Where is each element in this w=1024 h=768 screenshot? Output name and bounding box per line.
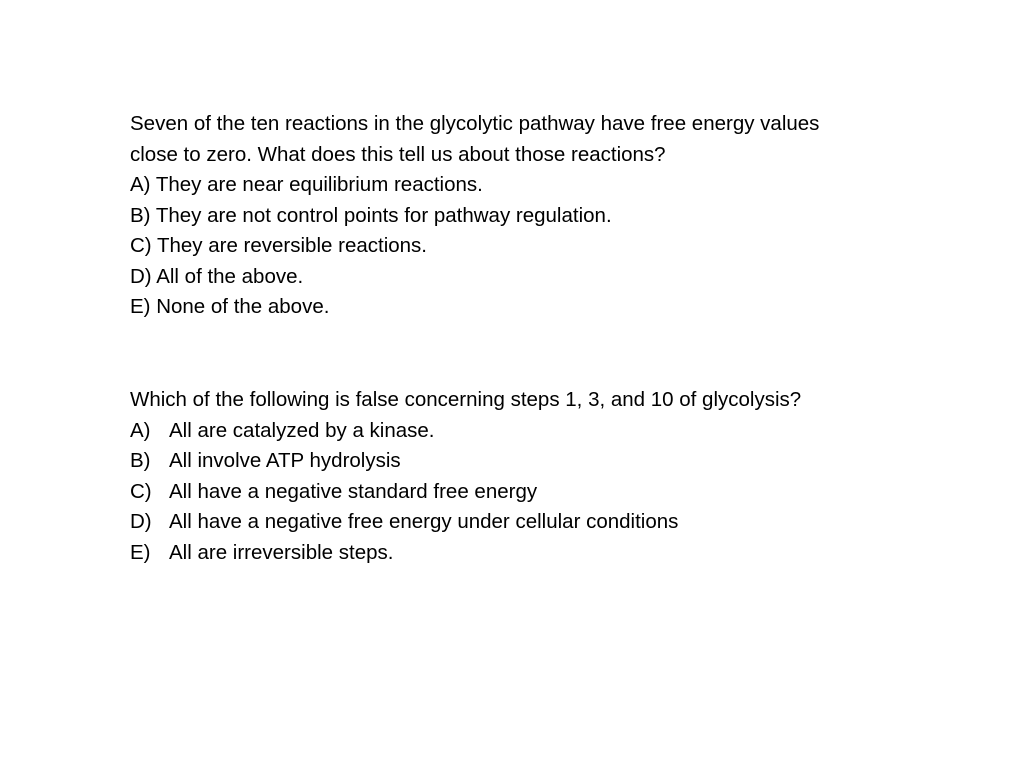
question-2-option-a [130, 416, 950, 447]
option-text: All have a negative standard free energy [169, 479, 538, 503]
question-1-option-a: A) They are near equilibrium reactions. [130, 173, 483, 196]
question-1-stem-line-1: Seven of the ten reactions in the glycolytic pathway have free energy values [130, 112, 820, 135]
option-letter: D) [130, 510, 152, 533]
question-1-stem-line-2: close to zero. What does this tell us about those reactions? [130, 142, 666, 166]
option-text: All are catalyzed by a kinase. [169, 418, 435, 442]
option-letter: A) [130, 418, 151, 442]
question-2-option-d [130, 507, 950, 538]
question-2-option-e [130, 538, 950, 569]
question-1-option-c: C) They are reversible reactions. [130, 234, 427, 257]
option-text: All have a negative free energy under cellular conditions [169, 510, 679, 533]
question-1-option-d: D) All of the above. [130, 264, 304, 288]
question-2-option-c [130, 477, 950, 508]
question-2 [130, 385, 950, 568]
question-2-stem: Which of the following is false concerning steps 1, 3, and 10 of glycolysis? [130, 388, 802, 411]
option-letter: E) [130, 540, 151, 564]
question-1 [130, 109, 950, 323]
option-text: All are irreversible steps. [169, 540, 394, 564]
question-2-option-b [130, 446, 950, 477]
option-letter: B) [130, 449, 151, 472]
question-1-option-e: E) None of the above. [130, 295, 330, 318]
question-1-option-b: B) They are not control points for pathway regulation. [130, 203, 612, 227]
option-letter: C) [130, 479, 152, 503]
option-text: All involve ATP hydrolysis [169, 449, 401, 472]
